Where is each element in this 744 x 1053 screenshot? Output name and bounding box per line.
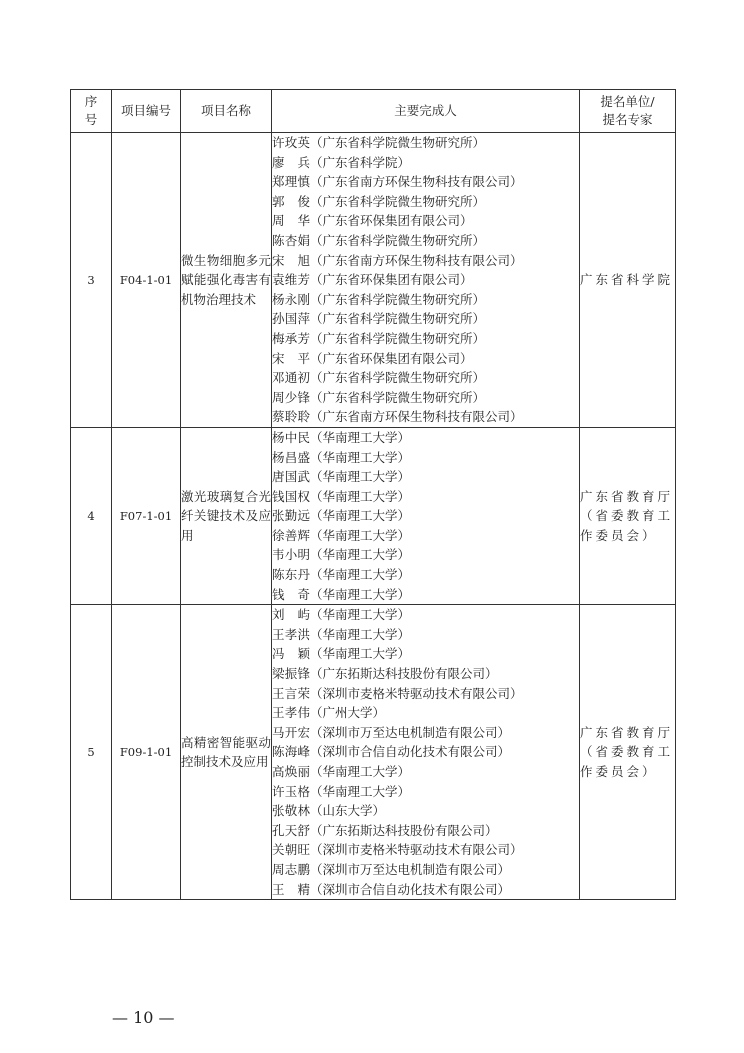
person-line [272,762,579,782]
person-affiliation: （广东省科学院） [310,154,411,170]
person-line [272,231,579,251]
person-affiliation: （深圳市合信自动化技术有限公司） [310,881,511,897]
table-row [71,427,676,604]
person-line [272,605,579,625]
person-affiliation: （广东省科学院微生物研究所） [310,370,486,386]
projects-table [70,89,676,900]
row-seq: 5 [71,605,112,900]
person-line [272,349,579,369]
person-affiliation: （华南理工大学） [310,429,411,445]
person-line [272,860,579,880]
person-name: 王精 [272,881,310,897]
person-name: 蔡聆聆 [272,409,310,425]
person-line [272,821,579,841]
person-line [272,880,579,900]
person-name: 邓通初 [272,370,310,386]
person-affiliation: （山东大学） [310,803,386,819]
table-row [71,133,676,428]
table-row [71,605,676,900]
person-affiliation: （广东拓斯达科技股份有限公司） [310,822,498,838]
header-code: 项目编号 [112,90,181,133]
person-affiliation: （深圳市麦格米特驱动技术有限公司） [310,842,523,858]
person-affiliation: （华南理工大学） [310,547,411,563]
person-affiliation: （华南理工大学） [310,764,411,779]
person-line [272,585,579,605]
person-name: 许玉格 [272,783,310,799]
person-affiliation: （深圳市麦格米特驱动技术有限公司） [310,685,523,701]
person-affiliation: （广东省科学院微生物研究所） [310,311,486,327]
row-seq: 3 [71,133,112,428]
person-affiliation: （深圳市万至达电机制造有限公司） [310,861,511,877]
person-name: 梁振锋 [272,666,310,682]
header-nominator-line1: 提名单位/ [600,94,655,109]
person-affiliation: （华南理工大学） [310,469,411,485]
person-line [272,684,579,704]
person-line [272,723,579,743]
person-name: 周少锋 [272,389,310,405]
person-line [272,290,579,310]
person-name: 陈杏娟 [272,232,310,248]
person-affiliation: （华南理工大学） [310,449,411,465]
person-affiliation: （广东省科学院微生物研究所） [310,193,486,209]
person-name: 陈东丹 [272,567,310,583]
person-line [272,644,579,664]
row-code: F07-1-01 [112,427,181,604]
row-nominator: 广东省教育厅（省委教育工作委员会） [580,427,676,604]
person-name: 郭俊 [272,193,310,209]
row-code: F04-1-01 [112,133,181,428]
person-line [272,153,579,173]
person-name: 钱奇 [272,586,310,602]
header-name: 项目名称 [181,90,272,133]
row-people [272,427,580,604]
person-affiliation: （广东省环保集团有限公司） [310,350,473,366]
person-line [272,428,579,448]
person-name: 马开宏 [272,724,310,740]
person-line [272,407,579,427]
person-name: 杨中民 [272,429,310,445]
person-affiliation: （华南理工大学） [310,783,411,799]
row-nominator: 广东省科学院 [580,133,676,428]
person-line [272,270,579,290]
person-affiliation: （广东省科学院微生物研究所） [310,232,486,248]
row-seq: 4 [71,427,112,604]
person-name: 梅承芳 [272,330,310,346]
table-header-row [71,90,676,133]
person-line [272,309,579,329]
person-affiliation: （华南理工大学） [310,527,411,543]
row-project-name: 高精密智能驱动控制技术及应用 [181,605,272,900]
person-name: 高焕丽 [272,764,310,779]
person-name: 关朝旺 [272,842,310,858]
row-nominator: 广东省教育厅（省委教育工作委员会） [580,605,676,900]
person-name: 韦小明 [272,547,310,563]
person-affiliation: （华南理工大学） [310,586,411,602]
person-affiliation: （广东省科学院微生物研究所） [310,135,486,150]
person-name: 徐善辉 [272,527,310,543]
person-name: 袁维芳 [272,272,310,288]
person-line [272,664,579,684]
person-line [272,329,579,349]
person-name: 宋旭 [272,252,310,268]
row-people [272,605,580,900]
person-line [272,211,579,231]
person-name: 杨昌盛 [272,449,310,465]
person-affiliation: （华南理工大学） [310,607,411,623]
person-name: 唐国武 [272,469,310,485]
person-affiliation: （广东省环保集团有限公司） [310,272,473,288]
person-line [272,742,579,762]
person-affiliation: （广东省南方环保生物科技有限公司） [310,252,523,268]
person-affiliation: （华南理工大学） [310,508,411,524]
person-affiliation: （广东省科学院微生物研究所） [310,389,486,405]
person-name: 王言荣 [272,685,310,701]
row-project-name: 微生物细胞多元赋能强化毒害有机物治理技术 [181,133,272,428]
row-people [272,133,580,428]
person-affiliation: （广东省环保集团有限公司） [310,213,473,229]
person-line [272,526,579,546]
person-affiliation: （深圳市合信自动化技术有限公司） [310,744,511,760]
person-line [272,388,579,408]
header-nominator-line2: 提名专家 [602,112,653,127]
person-name: 张勤远 [272,508,310,524]
person-affiliation: （华南理工大学） [310,488,411,504]
person-line [272,448,579,468]
person-line [272,251,579,271]
person-name: 陈海峰 [272,744,310,760]
person-name: 孙国萍 [272,311,310,327]
person-name: 周志鹏 [272,861,310,877]
person-line [272,487,579,507]
person-name: 孔天舒 [272,822,310,838]
person-line [272,782,579,802]
person-name: 冯颖 [272,646,310,662]
person-line [272,545,579,565]
header-seq: 序号 [71,90,112,133]
person-line [272,192,579,212]
person-line [272,801,579,821]
person-line [272,368,579,388]
person-name: 廖兵 [272,154,310,170]
row-project-name: 激光玻璃复合光纤关键技术及应用 [181,427,272,604]
person-name: 钱国权 [272,488,310,504]
person-line [272,565,579,585]
person-line [272,506,579,526]
page-number: — 10 — [112,1008,175,1027]
person-line [272,625,579,645]
person-name: 刘屿 [272,607,310,623]
person-affiliation: （广东拓斯达科技股份有限公司） [310,666,498,682]
person-line [272,133,579,153]
header-people: 主要完成人 [272,90,580,133]
row-code: F09-1-01 [112,605,181,900]
person-name: 王孝洪 [272,626,310,642]
person-affiliation: （深圳市万至达电机制造有限公司） [310,724,511,740]
header-nominator [580,90,676,133]
person-name: 王孝伟 [272,705,310,721]
person-name: 宋平 [272,350,310,366]
person-name: 许玫英 [272,135,310,150]
person-name: 张敬林 [272,803,310,819]
person-affiliation: （华南理工大学） [310,567,411,583]
person-affiliation: （广东省南方环保生物科技有限公司） [310,174,523,190]
person-affiliation: （广东省科学院微生物研究所） [310,291,486,307]
person-line [272,172,579,192]
person-affiliation: （广东省科学院微生物研究所） [310,330,486,346]
person-line [272,467,579,487]
person-affiliation: （广州大学） [310,705,386,721]
person-affiliation: （华南理工大学） [310,646,411,662]
person-line [272,840,579,860]
person-affiliation: （华南理工大学） [310,626,411,642]
person-name: 郑理慎 [272,174,310,190]
person-name: 杨永刚 [272,291,310,307]
person-affiliation: （广东省南方环保生物科技有限公司） [310,409,523,425]
person-line [272,703,579,723]
person-name: 周华 [272,213,310,229]
